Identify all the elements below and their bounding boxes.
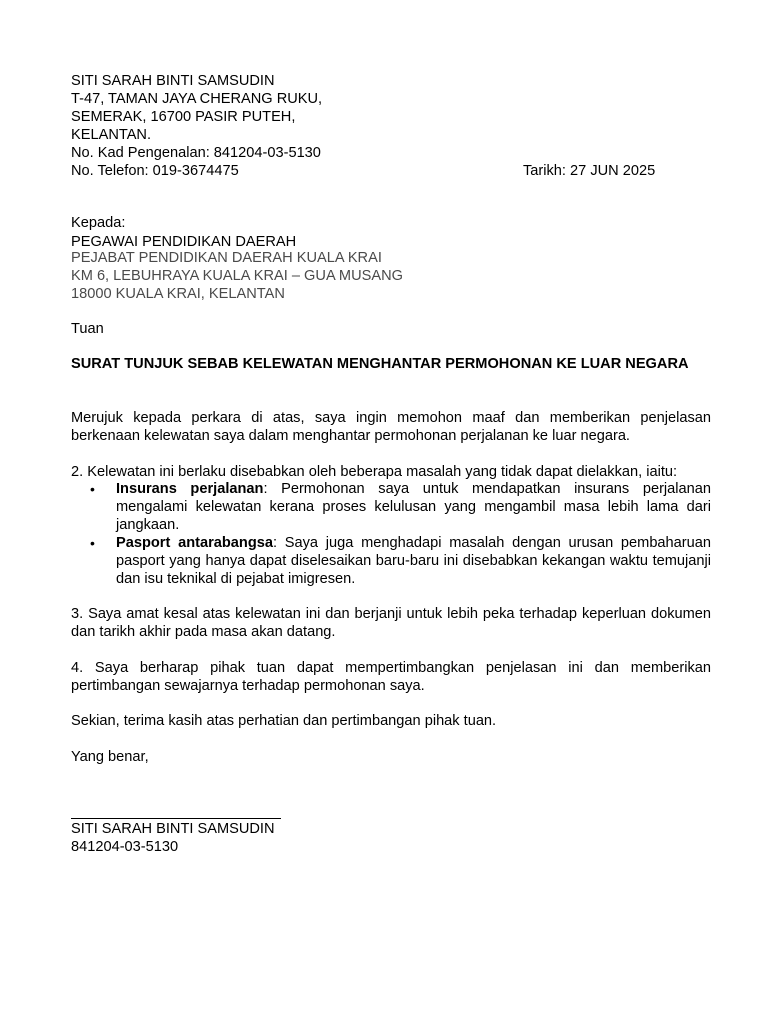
list-item-label: Pasport antarabangsa xyxy=(116,535,273,551)
list-item xyxy=(71,534,711,588)
sender-address-line-3: KELANTAN. xyxy=(71,127,152,143)
bullet-icon: • xyxy=(90,481,95,497)
salutation: Tuan xyxy=(71,321,104,337)
recipient-address-line-2: 18000 KUALA KRAI, KELANTAN xyxy=(71,286,285,302)
body-paragraph-1: Merujuk kepada perkara di atas, saya ingin memohon maaf dan memberikan penjelasan berkenaan kelewatan saya dalam menghantar permohonan perjalanan ke luar negara. xyxy=(71,410,711,444)
signatory-name: SITI SARAH BINTI SAMSUDIN xyxy=(71,821,275,837)
signatory-ic: 841204-03-5130 xyxy=(71,839,179,855)
list-item-text: : Saya juga menghadapi masalah dengan urusan pembaharuan pasport yang hanya dapat diselesaikan baru-baru ini disebabkan kekangan waktu temujanji dan isu teknikal di pejabat imigresen. xyxy=(116,535,711,587)
body-paragraph-4: 4. Saya berharap pihak tuan dapat mempertimbangkan penjelasan ini dan memberikan pertimbangan sewajarnya terhadap permohonan saya. xyxy=(71,660,711,694)
signature-line xyxy=(71,818,281,819)
bullet-icon: • xyxy=(90,535,95,551)
recipient-title: PEGAWAI PENDIDIKAN DAERAH xyxy=(71,234,297,250)
list-item xyxy=(71,480,711,534)
recipient-office: PEJABAT PENDIDIKAN DAERAH KUALA KRAI xyxy=(71,250,382,266)
letter-subject: SURAT TUNJUK SEBAB KELEWATAN MENGHANTAR PERMOHONAN KE LUAR NEGARA xyxy=(71,356,689,372)
list-item-label: Insurans perjalanan xyxy=(116,481,264,497)
sender-ic-number: No. Kad Pengenalan: 841204-03-5130 xyxy=(71,145,321,161)
sender-address-line-2: SEMERAK, 16700 PASIR PUTEH, xyxy=(71,109,296,125)
signoff: Yang benar, xyxy=(71,749,149,765)
sender-name: SITI SARAH BINTI SAMSUDIN xyxy=(71,73,275,89)
reason-list xyxy=(71,480,711,588)
letter-date: Tarikh: 27 JUN 2025 xyxy=(523,163,656,179)
body-paragraph-3: 3. Saya amat kesal atas kelewatan ini dan berjanji untuk lebih peka terhadap keperluan dokumen dan tarikh akhir pada masa akan datang. xyxy=(71,606,711,640)
body-paragraph-2: 2. Kelewatan ini berlaku disebabkan oleh beberapa masalah yang tidak dapat dielakkan, iaitu: xyxy=(71,464,678,480)
sender-address-line-1: T-47, TAMAN JAYA CHERANG RUKU, xyxy=(71,91,323,107)
list-item-text: : Permohonan saya untuk mendapatkan insurans perjalanan mengalami kelewatan kerana proses kelulusan yang mengambil masa lebih lama dari jangkaan. xyxy=(116,481,711,533)
closing-paragraph: Sekian, terima kasih atas perhatian dan pertimbangan pihak tuan. xyxy=(71,713,497,729)
recipient-label: Kepada: xyxy=(71,215,126,231)
recipient-address-line-1: KM 6, LEBUHRAYA KUALA KRAI – GUA MUSANG xyxy=(71,268,403,284)
sender-phone: No. Telefon: 019-3674475 xyxy=(71,163,239,179)
